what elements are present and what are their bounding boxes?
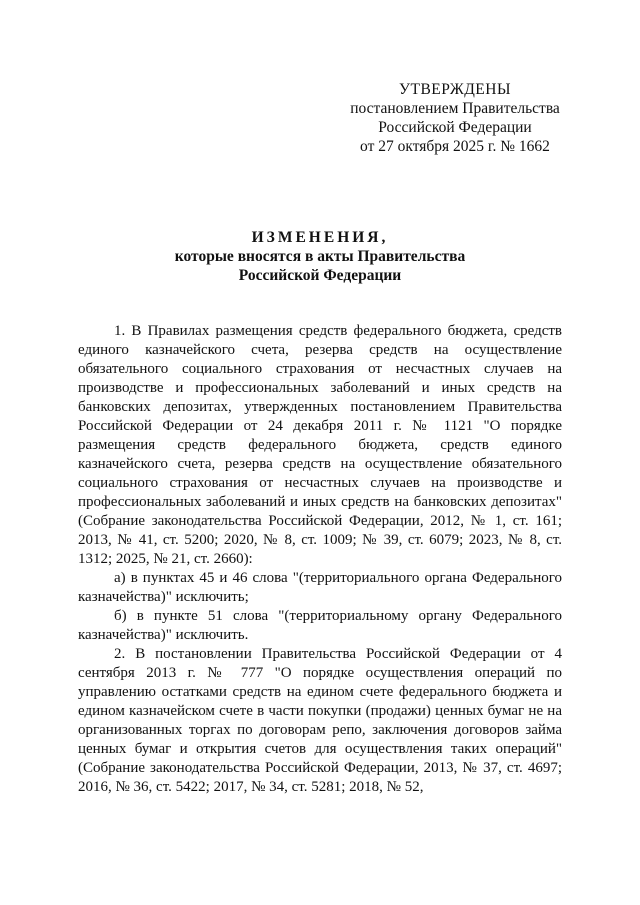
approval-stamp [330,80,580,156]
title-main: ИЗМЕНЕНИЯ, [251,229,389,246]
title-sub-2: Российской Федерации [238,267,402,284]
paragraph-1: 1. В Правилах размещения средств федерального бюджета, средств единого казначейского счета, резерва средств на осуществление обязательного социального страхования от несчастных случаев на производстве и профессиональных заболеваний и иных средств на банковских депозитах, утвержденных постановлением Правительства Российской Федерации от 24 декабря 2011 г. № 1121 "О порядке размещения средств федерального бюджета, средств единого казначейского счета, резерва средств на осуществление обязательного социального страхования от несчастных случаев на производстве и профессиональных заболеваний и иных средств на банковских депозитах" (Собрание законодательства Российской Федерации, 2012, № 1, ст. 161; 2013, № 41, ст. 5200; 2020, № 8, ст. 1009; № 39, ст. 6079; 2023, № 8, ст. 1312; 2025, № 21, ст. 2660): [78,323,562,567]
approval-line-1: постановлением Правительства [350,100,560,117]
paragraph-1a: а) в пунктах 45 и 46 слова "(территориального органа Федерального казначейства)" исключить; [78,570,562,605]
title-sub-1: которые вносятся в акты Правительства [174,248,466,265]
approval-heading: УТВЕРЖДЕНЫ [399,81,511,98]
paragraph-2: 2. В постановлении Правительства Российской Федерации от 4 сентября 2013 г. № 777 "О порядке осуществления операций по управлению остатками средств на едином счете федерального бюджета и едином казначейском счете в части покупки (продажи) ценных бумаг не на организованных торгах по договорам репо, заключения договоров займа ценных бумаг и открытия счетов для осуществления таких операций" (Собрание законодательства Российской Федерации, 2013, № 37, ст. 4697; 2016, № 36, ст. 5422; 2017, № 34, ст. 5281; 2018, № 52, [78,646,562,795]
approval-line-3: от 27 октября 2025 г. № 1662 [360,138,550,155]
document-body [78,322,562,797]
paragraph-1b: б) в пункте 51 слова "(территориальному органу Федерального казначейства)" исключить. [78,608,562,643]
document-title [60,228,580,285]
approval-line-2: Российской Федерации [378,119,532,136]
